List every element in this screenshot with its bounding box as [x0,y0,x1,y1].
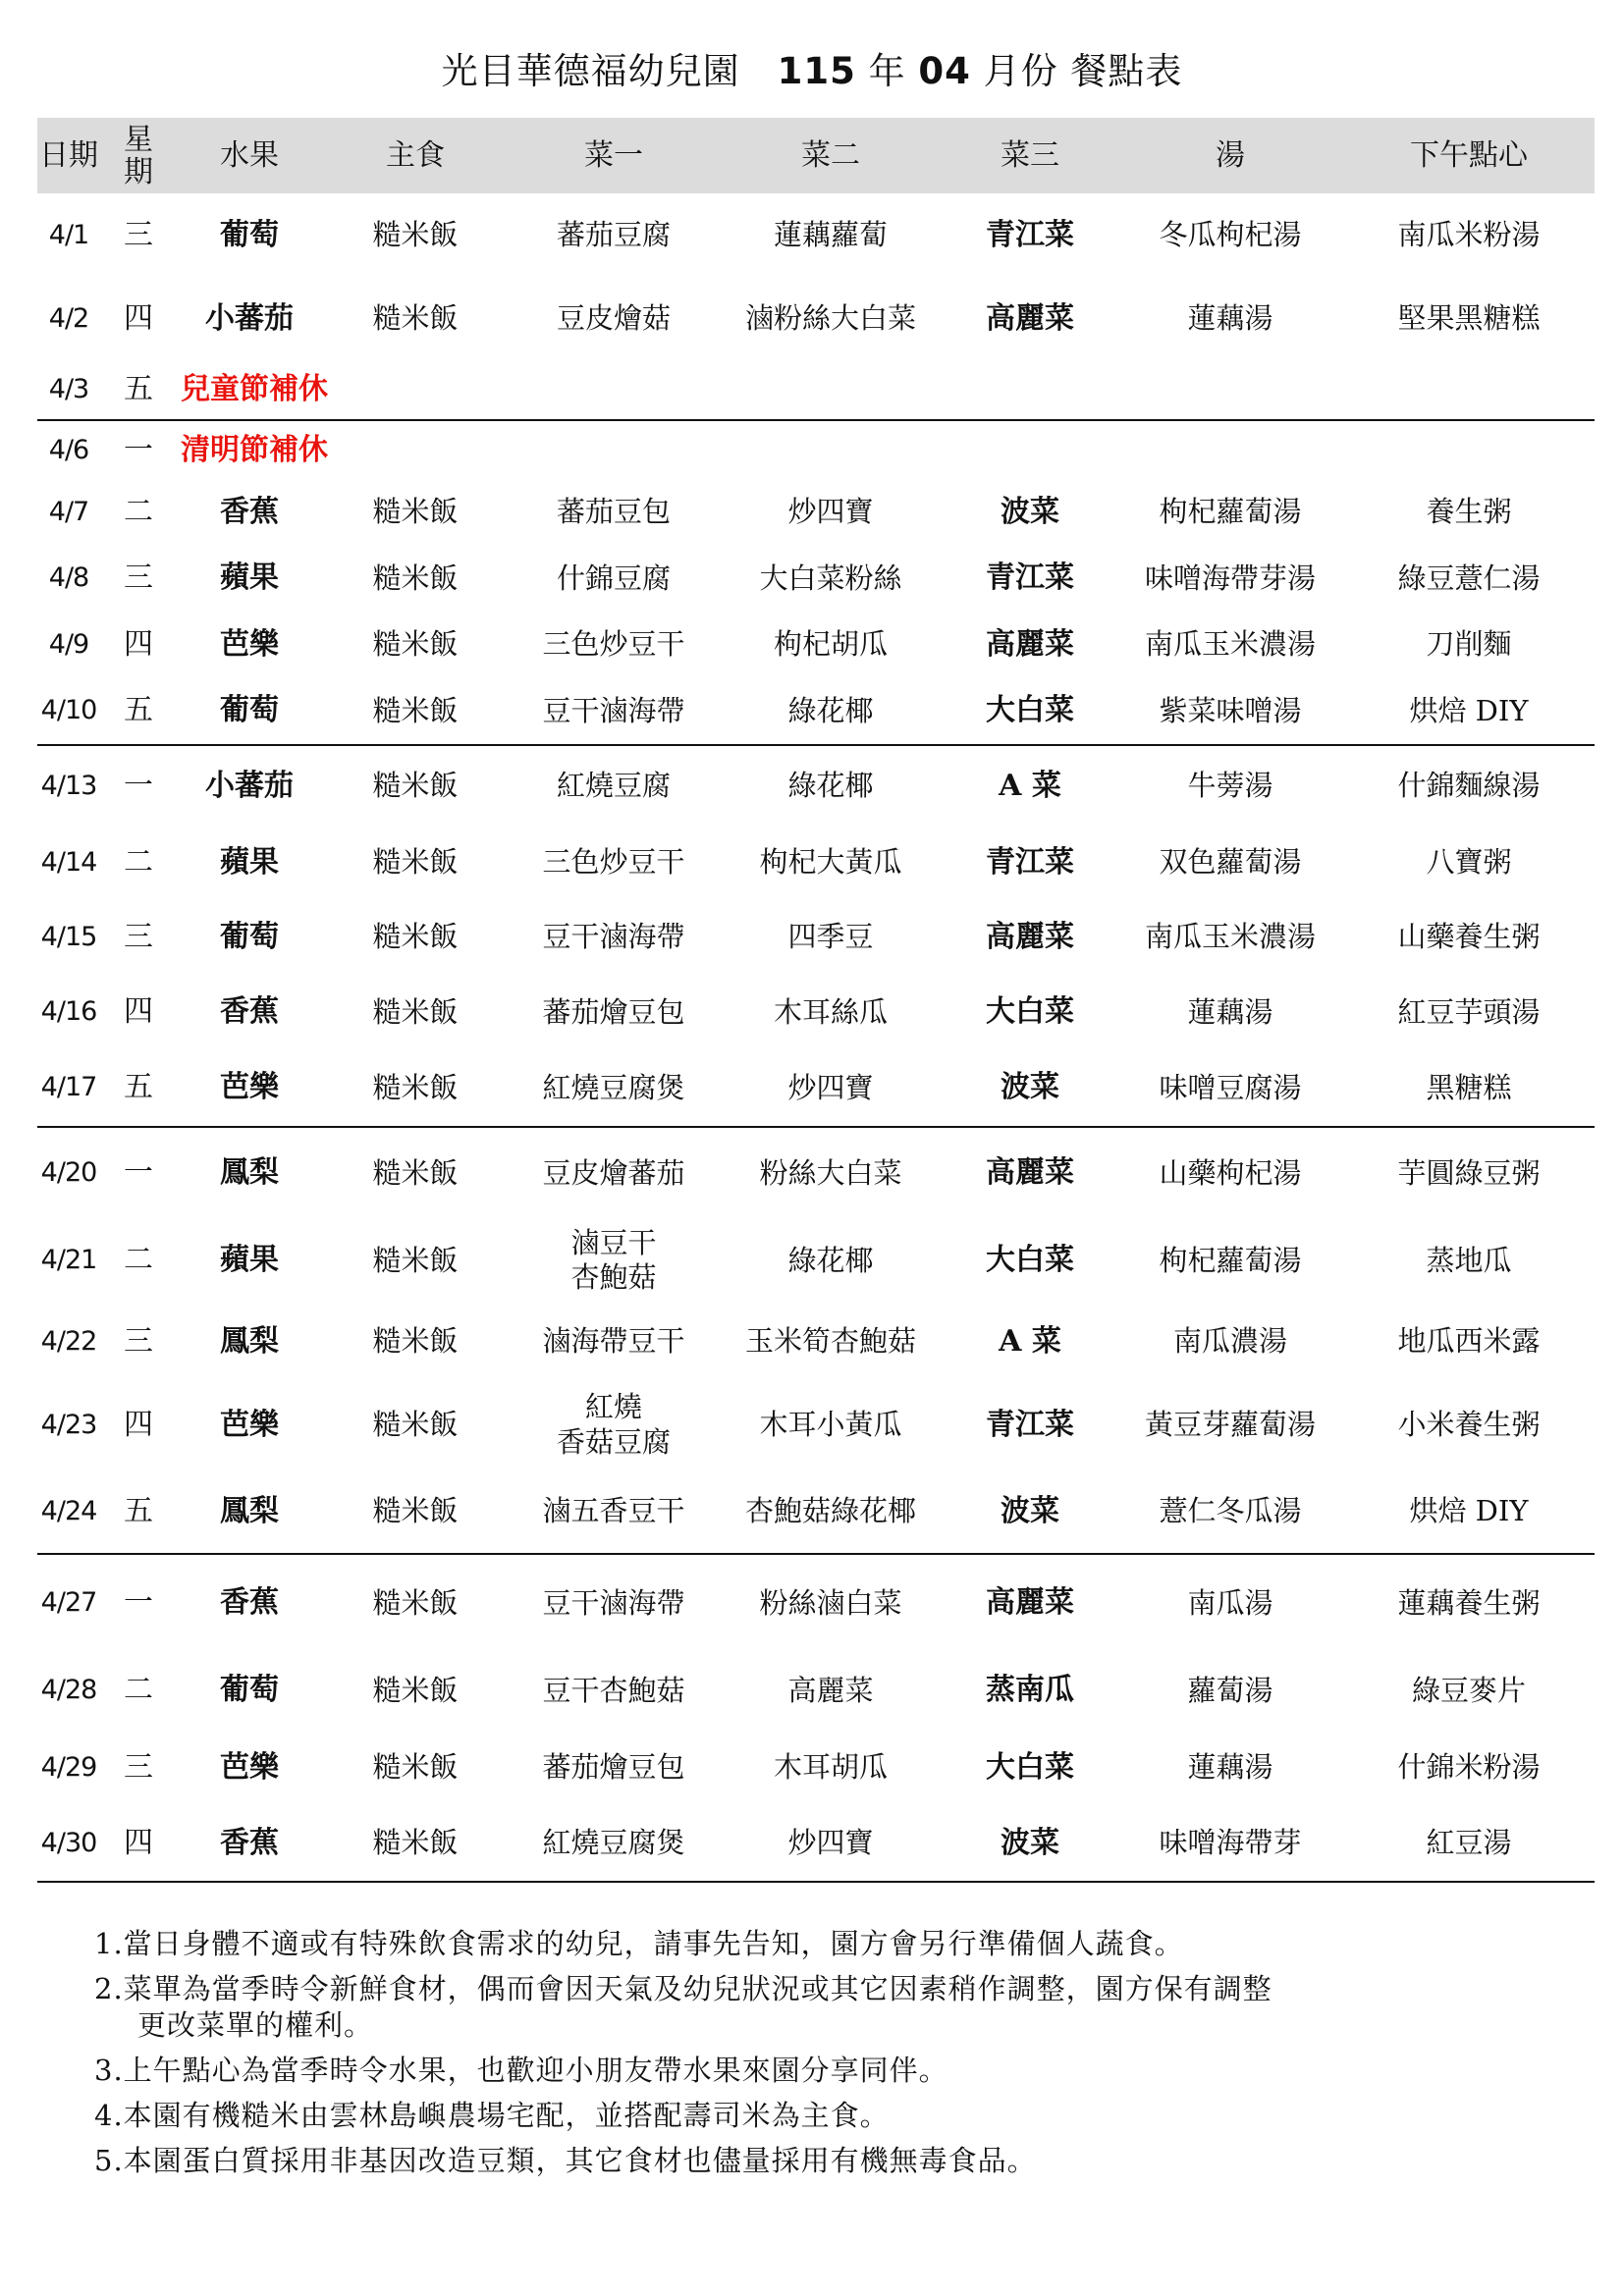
note-text: 4.本園有機糙米由雲林島嶼農場宅配，並搭配壽司米為主食。 [94,2099,890,2132]
dish3-cell: 大白菜 [986,1749,1074,1785]
fruit-cell: 小蕃茄 [205,768,294,803]
staple-cell: 糙米飯 [372,1750,459,1785]
staple-cell: 糙米飯 [372,1585,459,1620]
snack-cell: 烘焙 DIY [1343,677,1595,745]
staple-cell: 糙米飯 [322,677,509,745]
holiday-cell: 兒童節補休 [177,360,1595,420]
soup-cell: 蘿蔔湯 [1187,1673,1273,1707]
date-cell: 4/30 [37,1805,100,1882]
weekday-cell: 五 [100,1049,177,1127]
snack-cell: 芋圓綠豆粥 [1397,1155,1541,1190]
note-text: 3.上午點心為當季時令水果，也歡迎小朋友帶水果來園分享同伴。 [94,2053,948,2087]
weekday-cell: 三 [124,561,153,596]
fruit-cell: 芭樂 [220,1407,279,1442]
dish1-cell: 豆干滷海帶 [542,1585,685,1620]
dish2-cell: 木耳胡瓜 [773,1750,888,1785]
soup-cell: 南瓜湯 [1187,1585,1273,1620]
dish1-cell: 三色炒豆干 [542,627,685,662]
snack-cell: 八寶粥 [1426,845,1512,880]
table-header [37,118,1595,193]
dish1-line2: 香菇豆腐 [556,1424,671,1459]
dish1-cell: 三色炒豆干 [542,845,685,880]
table-row [37,826,1595,899]
dish3-cell: 波菜 [943,1049,1117,1127]
dish2-cell: 大白菜粉絲 [759,561,902,595]
dish2-cell: 粉絲大白菜 [759,1155,902,1190]
table-row [37,420,1595,479]
weekday-cell: 一 [124,1155,153,1191]
dish3-cell: 青江菜 [986,561,1074,596]
fruit-cell: 葡萄 [220,217,279,252]
snack-cell: 養生粥 [1426,495,1512,529]
dish2-cell: 炒四寶 [719,1805,943,1882]
dish3-cell: 波菜 [1001,494,1059,529]
snack-cell: 什錦麵線湯 [1397,769,1541,803]
fruit-cell: 蘋果 [220,1243,279,1278]
fruit-cell: 蘋果 [220,844,279,880]
dish3-cell: 蒸南瓜 [986,1673,1074,1708]
header-weekday-line2: 期 [124,154,153,189]
school-name: 光目華德福幼兒園 [441,50,740,92]
dish1-cell: 豆干杏鮑菇 [542,1673,685,1707]
dish1-cell: 蕃茄燴豆包 [542,994,685,1029]
table-row [37,277,1595,360]
date-cell: 4/17 [37,1049,100,1127]
date-cell: 4/22 [40,1325,97,1357]
fruit-cell: 芭樂 [220,626,279,662]
table-row [37,1805,1595,1882]
snack-cell: 堅果黑糖糕 [1397,301,1541,336]
staple-cell: 糙米飯 [372,1408,459,1442]
dish1-line1: 滷豆干 [570,1225,657,1259]
table-row [37,1651,1595,1730]
fruit-cell: 芭樂 [177,1049,322,1127]
soup-cell: 味噌豆腐湯 [1117,1049,1343,1127]
dish3-cell: 高麗菜 [986,1585,1074,1621]
table-row [37,1049,1595,1127]
table-row [37,1303,1595,1380]
soup-cell: 南瓜濃湯 [1172,1324,1287,1359]
dish2-cell: 高麗菜 [787,1673,874,1707]
table-row [37,1380,1595,1469]
weekday-cell: 五 [100,677,177,745]
dish2-cell: 四季豆 [787,920,874,954]
snack-cell: 黑糖糕 [1343,1049,1595,1127]
dish3-cell: 高麗菜 [986,300,1074,336]
dish3-cell: 青江菜 [986,844,1074,880]
month-number: 04 [918,50,971,92]
weekday-cell: 二 [124,844,153,880]
dish1-cell: 蕃茄豆包 [556,495,671,529]
staple-cell: 糙米飯 [372,845,459,880]
weekday-cell: 一 [124,432,153,467]
weekday-cell: 四 [124,1407,153,1442]
header-weekday [100,118,177,193]
weekday-cell: 四 [100,1805,177,1882]
soup-cell: 冬瓜枸杞湯 [1159,218,1302,252]
dish1-two-line [557,1390,671,1460]
dish3-cell: 青江菜 [986,217,1074,252]
date-cell: 4/2 [48,302,89,334]
date-cell: 4/21 [40,1245,97,1276]
soup-cell: 蓮藕湯 [1187,1750,1273,1785]
month-unit: 月份 [983,50,1058,92]
header-dish2: 菜二 [719,118,943,193]
date-cell: 4/23 [40,1409,97,1440]
dish2-cell: 木耳小黃瓜 [759,1408,902,1442]
table-row [37,193,1595,277]
weekday-cell: 三 [124,1749,153,1785]
weekday-cell: 二 [124,1673,153,1708]
date-cell: 4/15 [40,921,97,952]
document-name: 餐點表 [1070,50,1183,92]
snack-cell: 烘焙 DIY [1343,1469,1595,1554]
soup-cell: 南瓜玉米濃湯 [1144,627,1316,662]
snack-cell: 紅豆湯 [1343,1805,1595,1882]
table-row [37,1554,1595,1651]
dish2-cell: 木耳絲瓜 [773,994,888,1029]
fruit-cell: 香蕉 [220,494,279,529]
weekday-cell: 三 [124,919,153,954]
snack-cell: 蒸地瓜 [1426,1243,1512,1277]
snack-cell: 南瓜米粉湯 [1397,218,1541,252]
soup-cell: 牛蒡湯 [1187,769,1273,803]
staple-cell: 糙米飯 [372,301,459,336]
dish2-cell: 枸杞胡瓜 [773,627,888,662]
date-cell: 4/3 [37,360,100,420]
staple-cell: 糙米飯 [322,1049,509,1127]
soup-cell: 味噌海帶芽湯 [1144,561,1316,595]
page-title [0,41,1624,94]
dish1-cell: 紅燒豆腐煲 [509,1049,719,1127]
staple-cell: 糙米飯 [372,495,459,529]
table-row [37,1730,1595,1805]
dish2-cell: 綠花椰 [787,1243,874,1277]
table-row [37,612,1595,677]
note-item [94,2098,1567,2133]
dish1-cell: 紅燒豆腐 [556,769,671,803]
fruit-cell: 香蕉 [220,1585,279,1621]
dish1-cell: 滷海帶豆干 [542,1324,685,1359]
dish3-cell: 高麗菜 [986,919,1074,954]
staple-cell: 糙米飯 [372,1243,459,1277]
dish1-cell: 什錦豆腐 [556,561,671,595]
date-cell: 4/16 [40,996,97,1028]
weekday-cell: 四 [124,626,153,662]
soup-cell: 黃豆芽蘿蔔湯 [1144,1408,1316,1442]
staple-cell: 糙米飯 [372,218,459,252]
dish3-cell: 青江菜 [986,1407,1074,1442]
soup-cell: 蓮藕湯 [1187,994,1273,1029]
dish1-line1: 紅燒 [584,1390,642,1424]
dish1-cell: 豆皮燴蕃茄 [542,1155,685,1190]
dish3-cell: 大白菜 [986,1243,1074,1278]
date-cell: 4/14 [40,846,97,878]
note-text: 1.當日身體不適或有特殊飲食需求的幼兒，請事先告知，園方會另行準備個人蔬食。 [94,1927,1184,1960]
dish3-cell: 波菜 [943,1805,1117,1882]
staple-cell: 糙米飯 [372,769,459,803]
year-unit: 年 [868,50,906,92]
date-cell: 4/7 [48,496,89,527]
dish2-cell: 綠花椰 [719,677,943,745]
weekday-cell: 五 [100,1469,177,1554]
dish3-cell: A 菜 [999,768,1061,803]
header-date: 日期 [37,118,100,193]
table-row [37,677,1595,745]
table-row [37,975,1595,1049]
note-item [94,1971,1567,2043]
fruit-cell: 芭樂 [220,1749,279,1785]
staple-cell: 糙米飯 [372,1324,459,1359]
snack-cell: 紅豆芋頭湯 [1397,994,1541,1029]
dish1-two-line [570,1226,656,1296]
dish1-cell: 豆干滷海帶 [542,920,685,954]
staple-cell: 糙米飯 [322,1805,509,1882]
dish1-cell: 豆干滷海帶 [509,677,719,745]
dish3-cell: 大白菜 [943,677,1117,745]
fruit-cell: 香蕉 [177,1805,322,1882]
dish2-cell: 炒四寶 [719,1049,943,1127]
fruit-cell: 葡萄 [220,919,279,954]
dish2-cell: 粉絲滷白菜 [759,1585,902,1620]
staple-cell: 糙米飯 [372,1673,459,1707]
dish3-cell: 高麗菜 [986,626,1074,662]
table-row [37,479,1595,545]
date-cell: 4/13 [40,770,97,801]
header-soup: 湯 [1117,118,1343,193]
table-row [37,745,1595,826]
staple-cell: 糙米飯 [372,994,459,1029]
table-body [37,193,1595,1882]
table-row [37,1218,1595,1303]
soup-cell: 山藥枸杞湯 [1159,1155,1302,1190]
soup-cell: 枸杞蘿蔔湯 [1159,1243,1302,1277]
table-row [37,1127,1595,1218]
year-number: 115 [777,50,856,92]
soup-cell: 蓮藕湯 [1187,301,1273,336]
dish1-cell: 紅燒豆腐煲 [509,1805,719,1882]
header-dish3: 菜三 [943,118,1117,193]
soup-cell: 紫菜味噌湯 [1117,677,1343,745]
note-text: 2.菜單為當季時令新鮮食材，偶而會因天氣及幼兒狀況或其它因素稍作調整，園方保有調整 [94,1972,1272,2006]
fruit-cell: 小蕃茄 [205,300,294,336]
fruit-cell: 葡萄 [177,677,322,745]
date-cell: 4/1 [48,219,89,250]
fruit-cell: 鳳梨 [220,1323,279,1359]
staple-cell: 糙米飯 [372,920,459,954]
header-weekday-line1: 星 [124,122,153,157]
fruit-cell: 蘋果 [220,561,279,596]
weekday-cell: 一 [124,768,153,803]
date-cell: 4/10 [37,677,100,745]
date-cell: 4/8 [48,562,89,594]
staple-cell: 糙米飯 [372,627,459,662]
weekday-cell: 一 [124,1585,153,1621]
soup-cell: 薏仁冬瓜湯 [1117,1469,1343,1554]
dish1-cell [509,1218,719,1303]
dish2-cell: 枸杞大黃瓜 [759,845,902,880]
weekday-cell: 三 [124,217,153,252]
snack-cell: 刀削麵 [1426,627,1512,662]
soup-cell: 枸杞蘿蔔湯 [1159,495,1302,529]
staple-cell: 糙米飯 [372,561,459,595]
dish1-cell: 滷五香豆干 [509,1469,719,1554]
dish2-cell: 滷粉絲大白菜 [744,301,916,336]
dish3-cell: 波菜 [943,1469,1117,1554]
dish3-cell: 大白菜 [986,994,1074,1030]
dish1-cell: 蕃茄豆腐 [556,218,671,252]
fruit-cell: 葡萄 [220,1673,279,1708]
dish1-line2: 杏鮑菇 [570,1260,657,1294]
snack-cell: 小米養生粥 [1397,1408,1541,1442]
note-text: 5.本園蛋白質採用非基因改造豆類，其它食材也儘量採用有機無毒食品。 [94,2144,1037,2178]
staple-cell: 糙米飯 [372,1155,459,1190]
note-item [94,2053,1567,2088]
date-cell: 4/27 [40,1587,97,1619]
note-continuation: 更改菜單的權利。 [137,2007,374,2042]
soup-cell: 双色蘿蔔湯 [1159,845,1302,880]
snack-cell: 什錦米粉湯 [1397,1750,1541,1785]
header-fruit: 水果 [177,118,322,193]
date-cell: 4/29 [40,1751,97,1783]
holiday-cell: 清明節補休 [181,432,328,467]
table-row [37,360,1595,420]
soup-cell: 南瓜玉米濃湯 [1144,920,1316,954]
snack-cell: 蓮藕養生粥 [1397,1585,1541,1620]
staple-cell: 糙米飯 [322,1469,509,1554]
dish2-cell: 玉米筍杏鮑菇 [744,1324,916,1359]
weekday-cell: 三 [124,1323,153,1359]
header-dish1: 菜一 [509,118,719,193]
note-item [94,2143,1567,2178]
table-row [37,1469,1595,1554]
header-staple: 主食 [322,118,509,193]
dish2-cell: 綠花椰 [787,769,874,803]
snack-cell: 綠豆麥片 [1411,1673,1526,1707]
date-cell: 4/28 [40,1675,97,1706]
fruit-cell: 鳳梨 [220,1155,279,1191]
meal-schedule-table [37,118,1595,1883]
soup-cell: 味噌海帶芽 [1117,1805,1343,1882]
date-cell: 4/20 [40,1157,97,1189]
dish2-cell: 蓮藕蘿蔔 [773,218,888,252]
table-row [37,545,1595,612]
weekday-cell: 四 [124,300,153,336]
dish1-cell: 豆皮燴菇 [556,301,671,336]
weekday-cell: 五 [100,360,177,420]
note-item [94,1926,1567,1961]
dish2-cell: 杏鮑菇綠花椰 [719,1469,943,1554]
snack-cell: 山藥養生粥 [1397,920,1541,954]
weekday-cell: 二 [124,1243,153,1278]
date-cell: 4/6 [48,434,89,465]
fruit-cell: 鳳梨 [177,1469,322,1554]
snack-cell: 地瓜西米露 [1397,1324,1541,1359]
notes-list [94,1926,1567,2189]
fruit-cell: 香蕉 [220,994,279,1030]
dish1-cell: 蕃茄燴豆包 [542,1750,685,1785]
header-snack: 下午點心 [1343,118,1595,193]
dish1-cell [509,1380,719,1469]
table-row [37,899,1595,975]
dish2-cell: 炒四寶 [787,495,874,529]
weekday-cell: 二 [124,494,153,529]
weekday-cell: 四 [124,994,153,1030]
date-cell: 4/24 [37,1469,100,1554]
dish3-cell: A 菜 [999,1323,1061,1359]
dish3-cell: 高麗菜 [986,1155,1074,1191]
snack-cell: 綠豆薏仁湯 [1397,561,1541,595]
date-cell: 4/9 [48,628,89,660]
